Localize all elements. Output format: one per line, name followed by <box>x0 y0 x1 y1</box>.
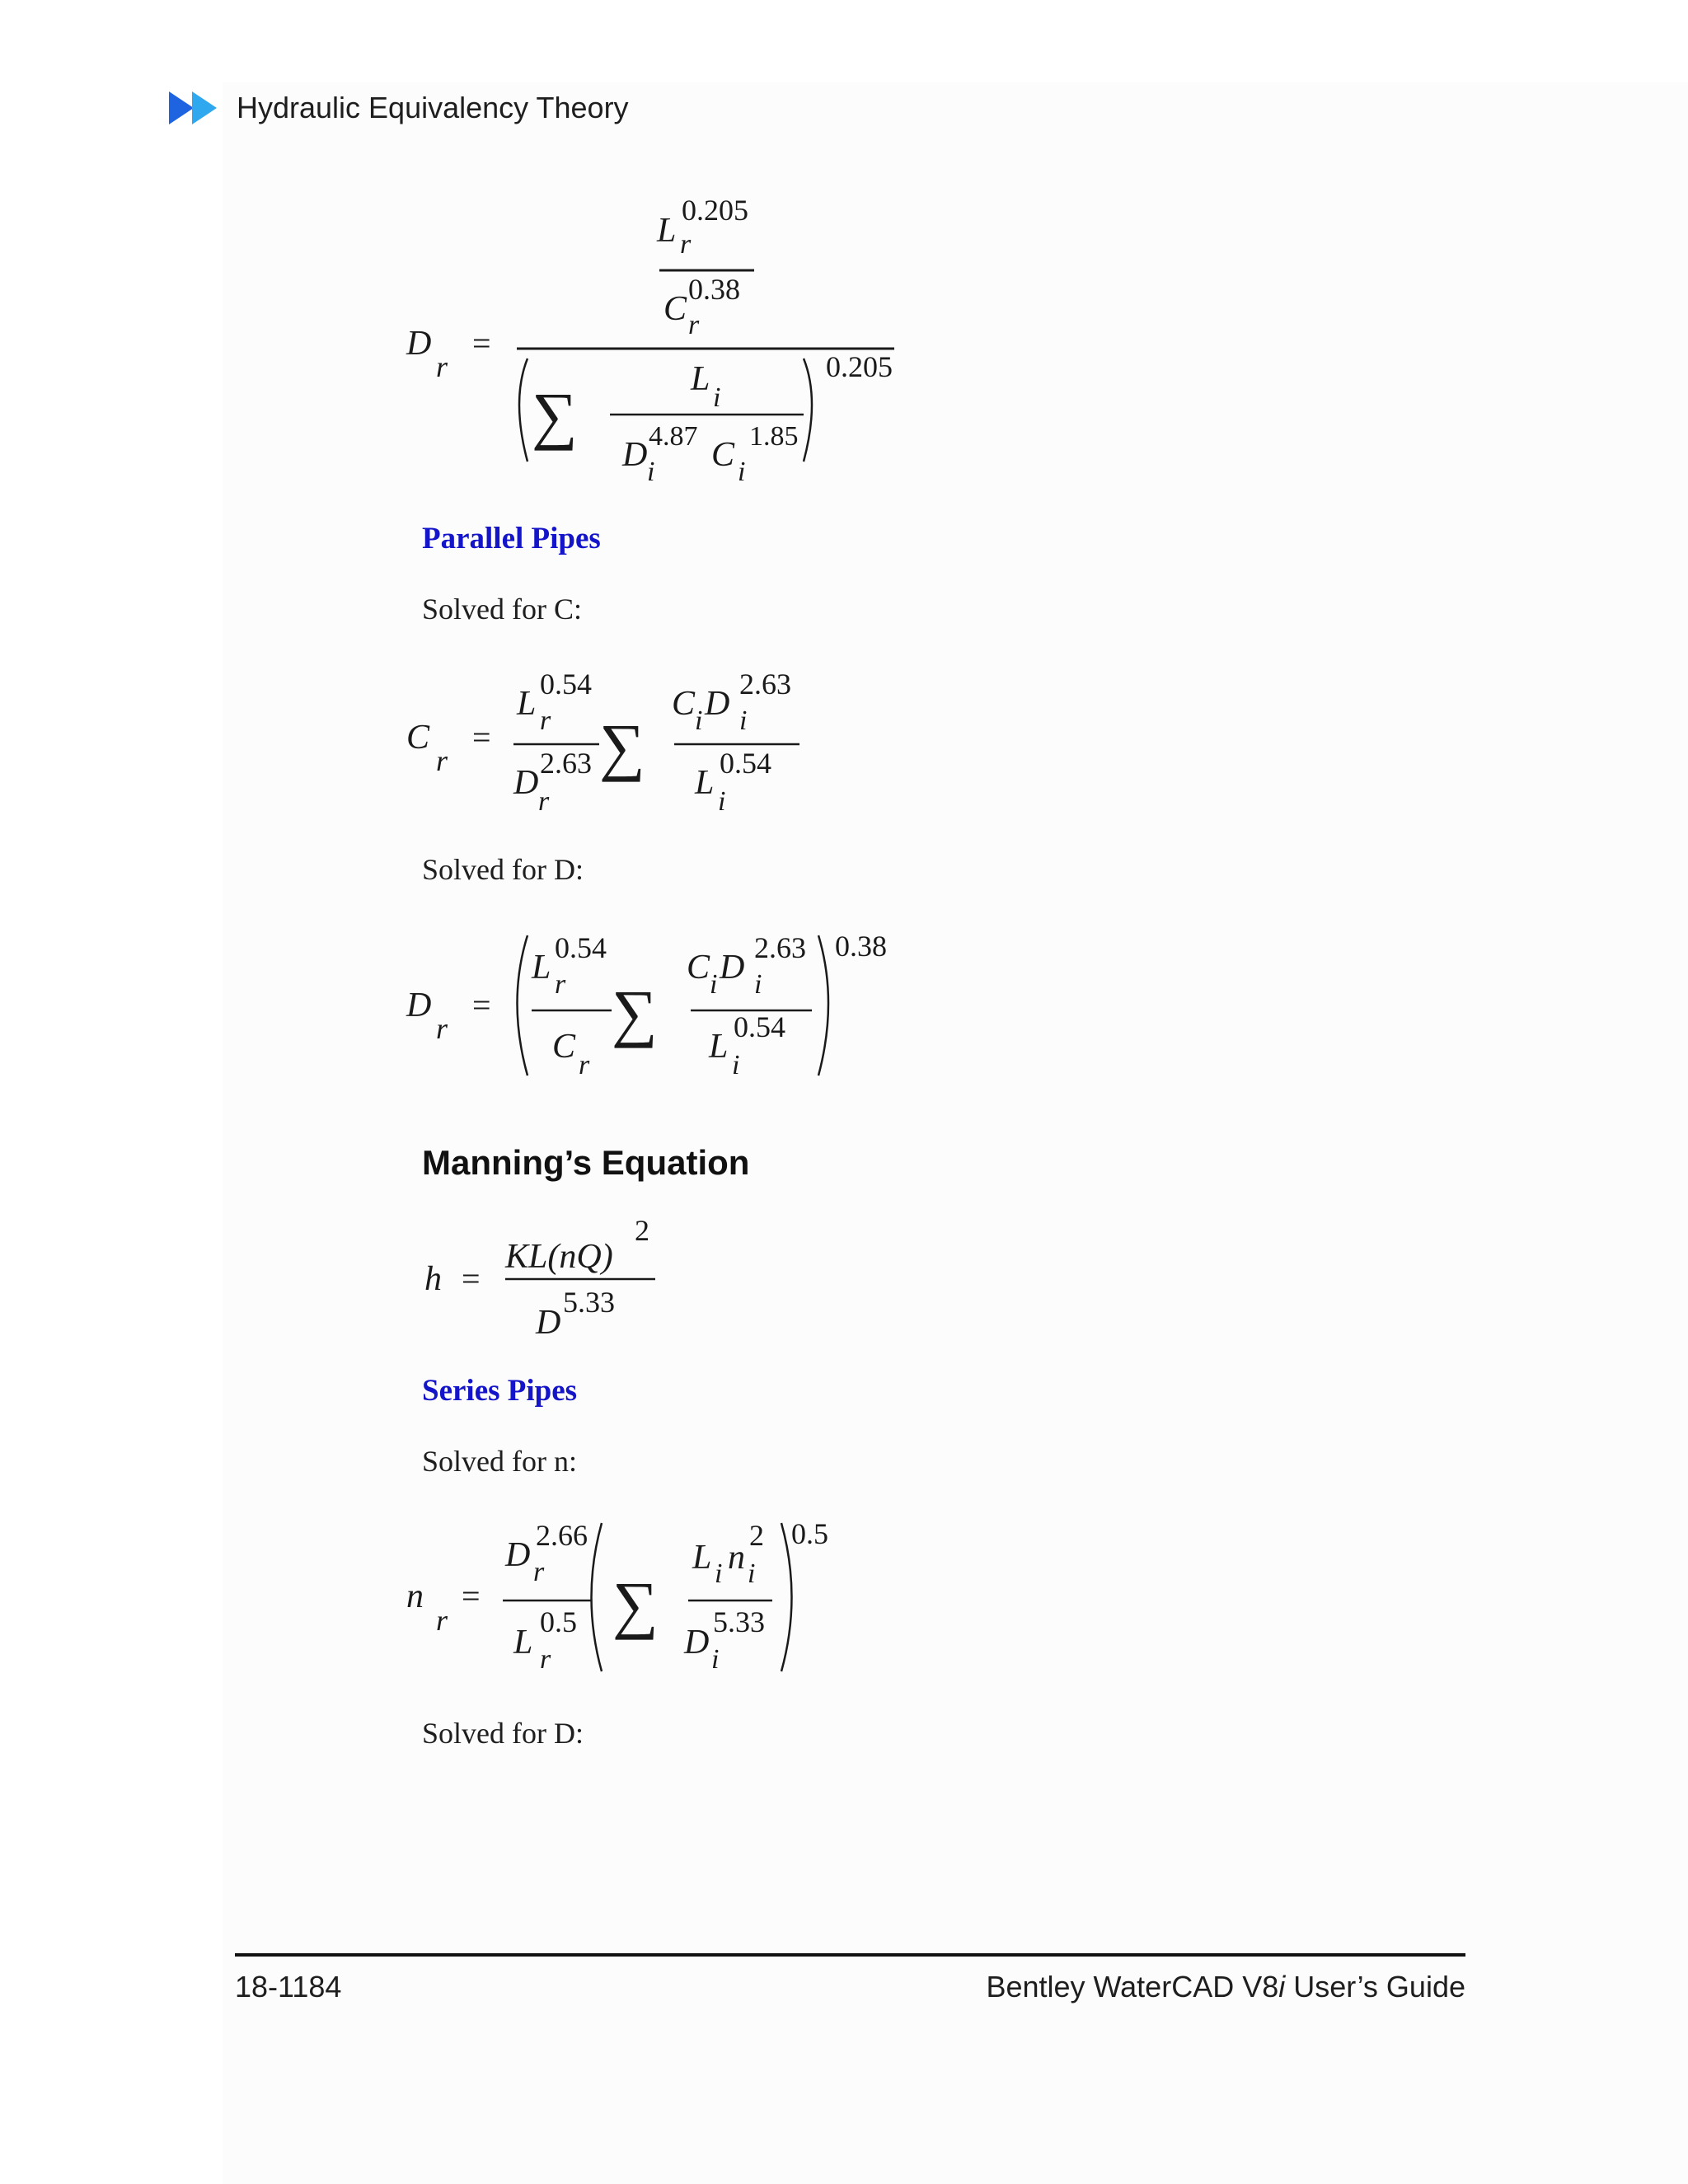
double-chevron-right-icon <box>169 91 220 124</box>
svg-text:h: h <box>424 1260 442 1298</box>
svg-text:r: r <box>540 1644 551 1675</box>
svg-text:r: r <box>533 1557 545 1587</box>
svg-text:i: i <box>748 1558 756 1589</box>
svg-text:D: D <box>513 764 539 802</box>
svg-text:=: = <box>462 1577 481 1615</box>
page-header <box>169 87 629 129</box>
svg-text:0.54: 0.54 <box>540 668 592 701</box>
svg-text:i: i <box>715 1558 723 1589</box>
svg-text:i: i <box>695 705 703 736</box>
svg-text:0.205: 0.205 <box>826 350 893 383</box>
svg-text:0.205: 0.205 <box>682 194 748 227</box>
svg-text:r: r <box>538 786 550 817</box>
solved-for-d-label-2: Solved for D: <box>422 1717 584 1750</box>
equation-n-series <box>406 1515 828 1680</box>
svg-text:D: D <box>505 1536 531 1574</box>
svg-text:n: n <box>728 1539 745 1577</box>
svg-text:C: C <box>552 1028 576 1066</box>
svg-text:2.63: 2.63 <box>540 747 592 780</box>
svg-text:i: i <box>754 969 762 1000</box>
svg-text:i: i <box>732 1050 740 1080</box>
svg-text:r: r <box>680 229 692 260</box>
svg-text:L: L <box>709 1028 729 1066</box>
sigma-icon: ∑ <box>612 1568 659 1640</box>
svg-text:4.87: 4.87 <box>649 421 698 452</box>
equation-d-parallel <box>406 927 887 1092</box>
svg-text:0.5: 0.5 <box>540 1605 577 1638</box>
svg-text:C: C <box>687 949 710 987</box>
equation-c-parallel <box>406 663 812 828</box>
svg-text:KL(nQ): KL(nQ) <box>505 1238 613 1276</box>
svg-text:2.66: 2.66 <box>536 1519 588 1552</box>
svg-text:0.38: 0.38 <box>835 930 887 963</box>
svg-text:i: i <box>713 382 721 413</box>
svg-text:0.54: 0.54 <box>734 1010 785 1043</box>
sigma-icon: ∑ <box>612 977 658 1048</box>
svg-text:0.54: 0.54 <box>720 747 771 780</box>
solved-for-n-label: Solved for n: <box>422 1445 577 1478</box>
svg-text:5.33: 5.33 <box>713 1605 765 1638</box>
svg-text:2.63: 2.63 <box>754 931 806 964</box>
svg-text:i: i <box>738 457 746 487</box>
sigma-icon: ∑ <box>532 379 578 451</box>
svg-text:L: L <box>691 360 710 398</box>
svg-text:i: i <box>718 786 726 817</box>
svg-text:0.54: 0.54 <box>555 931 607 964</box>
svg-text:=: = <box>472 719 491 756</box>
svg-text:r: r <box>436 1604 448 1637</box>
eq-lhs-sub: r <box>436 350 448 383</box>
solved-for-d-label-1: Solved for D: <box>422 853 584 886</box>
equation-diameter-hazen-series <box>406 185 894 507</box>
svg-text:L: L <box>513 1624 533 1661</box>
guide-title: Bentley WaterCAD V8i User’s Guide <box>986 1970 1465 2004</box>
svg-text:C: C <box>663 290 687 328</box>
equation-manning <box>416 1212 680 1343</box>
svg-text:5.33: 5.33 <box>563 1286 615 1319</box>
eq-lhs: D <box>406 325 432 363</box>
svg-text:C: C <box>406 719 430 757</box>
eq-equals: = <box>472 325 491 362</box>
svg-text:2: 2 <box>635 1214 649 1247</box>
svg-text:L: L <box>532 949 551 987</box>
svg-text:i: i <box>739 705 748 736</box>
svg-text:D: D <box>684 1624 710 1661</box>
svg-text:i: i <box>710 969 718 1000</box>
svg-text:r: r <box>688 310 700 340</box>
svg-text:D: D <box>720 949 745 987</box>
section-parallel-pipes: Parallel Pipes <box>422 522 601 555</box>
svg-text:0.5: 0.5 <box>791 1517 828 1550</box>
svg-text:r: r <box>540 705 551 736</box>
section-mannings-equation: Manning’s Equation <box>422 1143 750 1182</box>
svg-text:r: r <box>436 744 448 777</box>
sigma-icon: ∑ <box>599 710 645 782</box>
svg-text:r: r <box>555 969 566 1000</box>
svg-text:L: L <box>657 212 677 250</box>
header-title: Hydraulic Equivalency Theory <box>237 91 629 124</box>
svg-text:L: L <box>695 764 715 802</box>
svg-text:2: 2 <box>749 1519 764 1552</box>
svg-text:r: r <box>436 1012 448 1045</box>
svg-text:D: D <box>705 685 730 723</box>
svg-text:L: L <box>517 685 537 723</box>
svg-text:C: C <box>672 685 696 723</box>
svg-text:D: D <box>622 436 648 474</box>
footer-rule <box>235 1953 1465 1957</box>
svg-text:=: = <box>472 987 491 1024</box>
section-series-pipes: Series Pipes <box>422 1374 578 1408</box>
solved-for-c-label: Solved for C: <box>422 593 582 626</box>
svg-text:1.85: 1.85 <box>749 421 799 452</box>
svg-text:r: r <box>579 1050 590 1080</box>
svg-text:i: i <box>711 1644 720 1675</box>
page-number: 18-1184 <box>235 1970 342 2004</box>
svg-text:n: n <box>406 1577 424 1615</box>
svg-text:C: C <box>711 436 735 474</box>
svg-text:L: L <box>692 1539 712 1577</box>
svg-text:0.38: 0.38 <box>688 273 740 306</box>
svg-text:i: i <box>647 457 655 487</box>
svg-text:D: D <box>406 987 432 1024</box>
svg-text:D: D <box>536 1304 561 1342</box>
svg-text:=: = <box>462 1260 481 1297</box>
svg-text:2.63: 2.63 <box>739 668 791 701</box>
